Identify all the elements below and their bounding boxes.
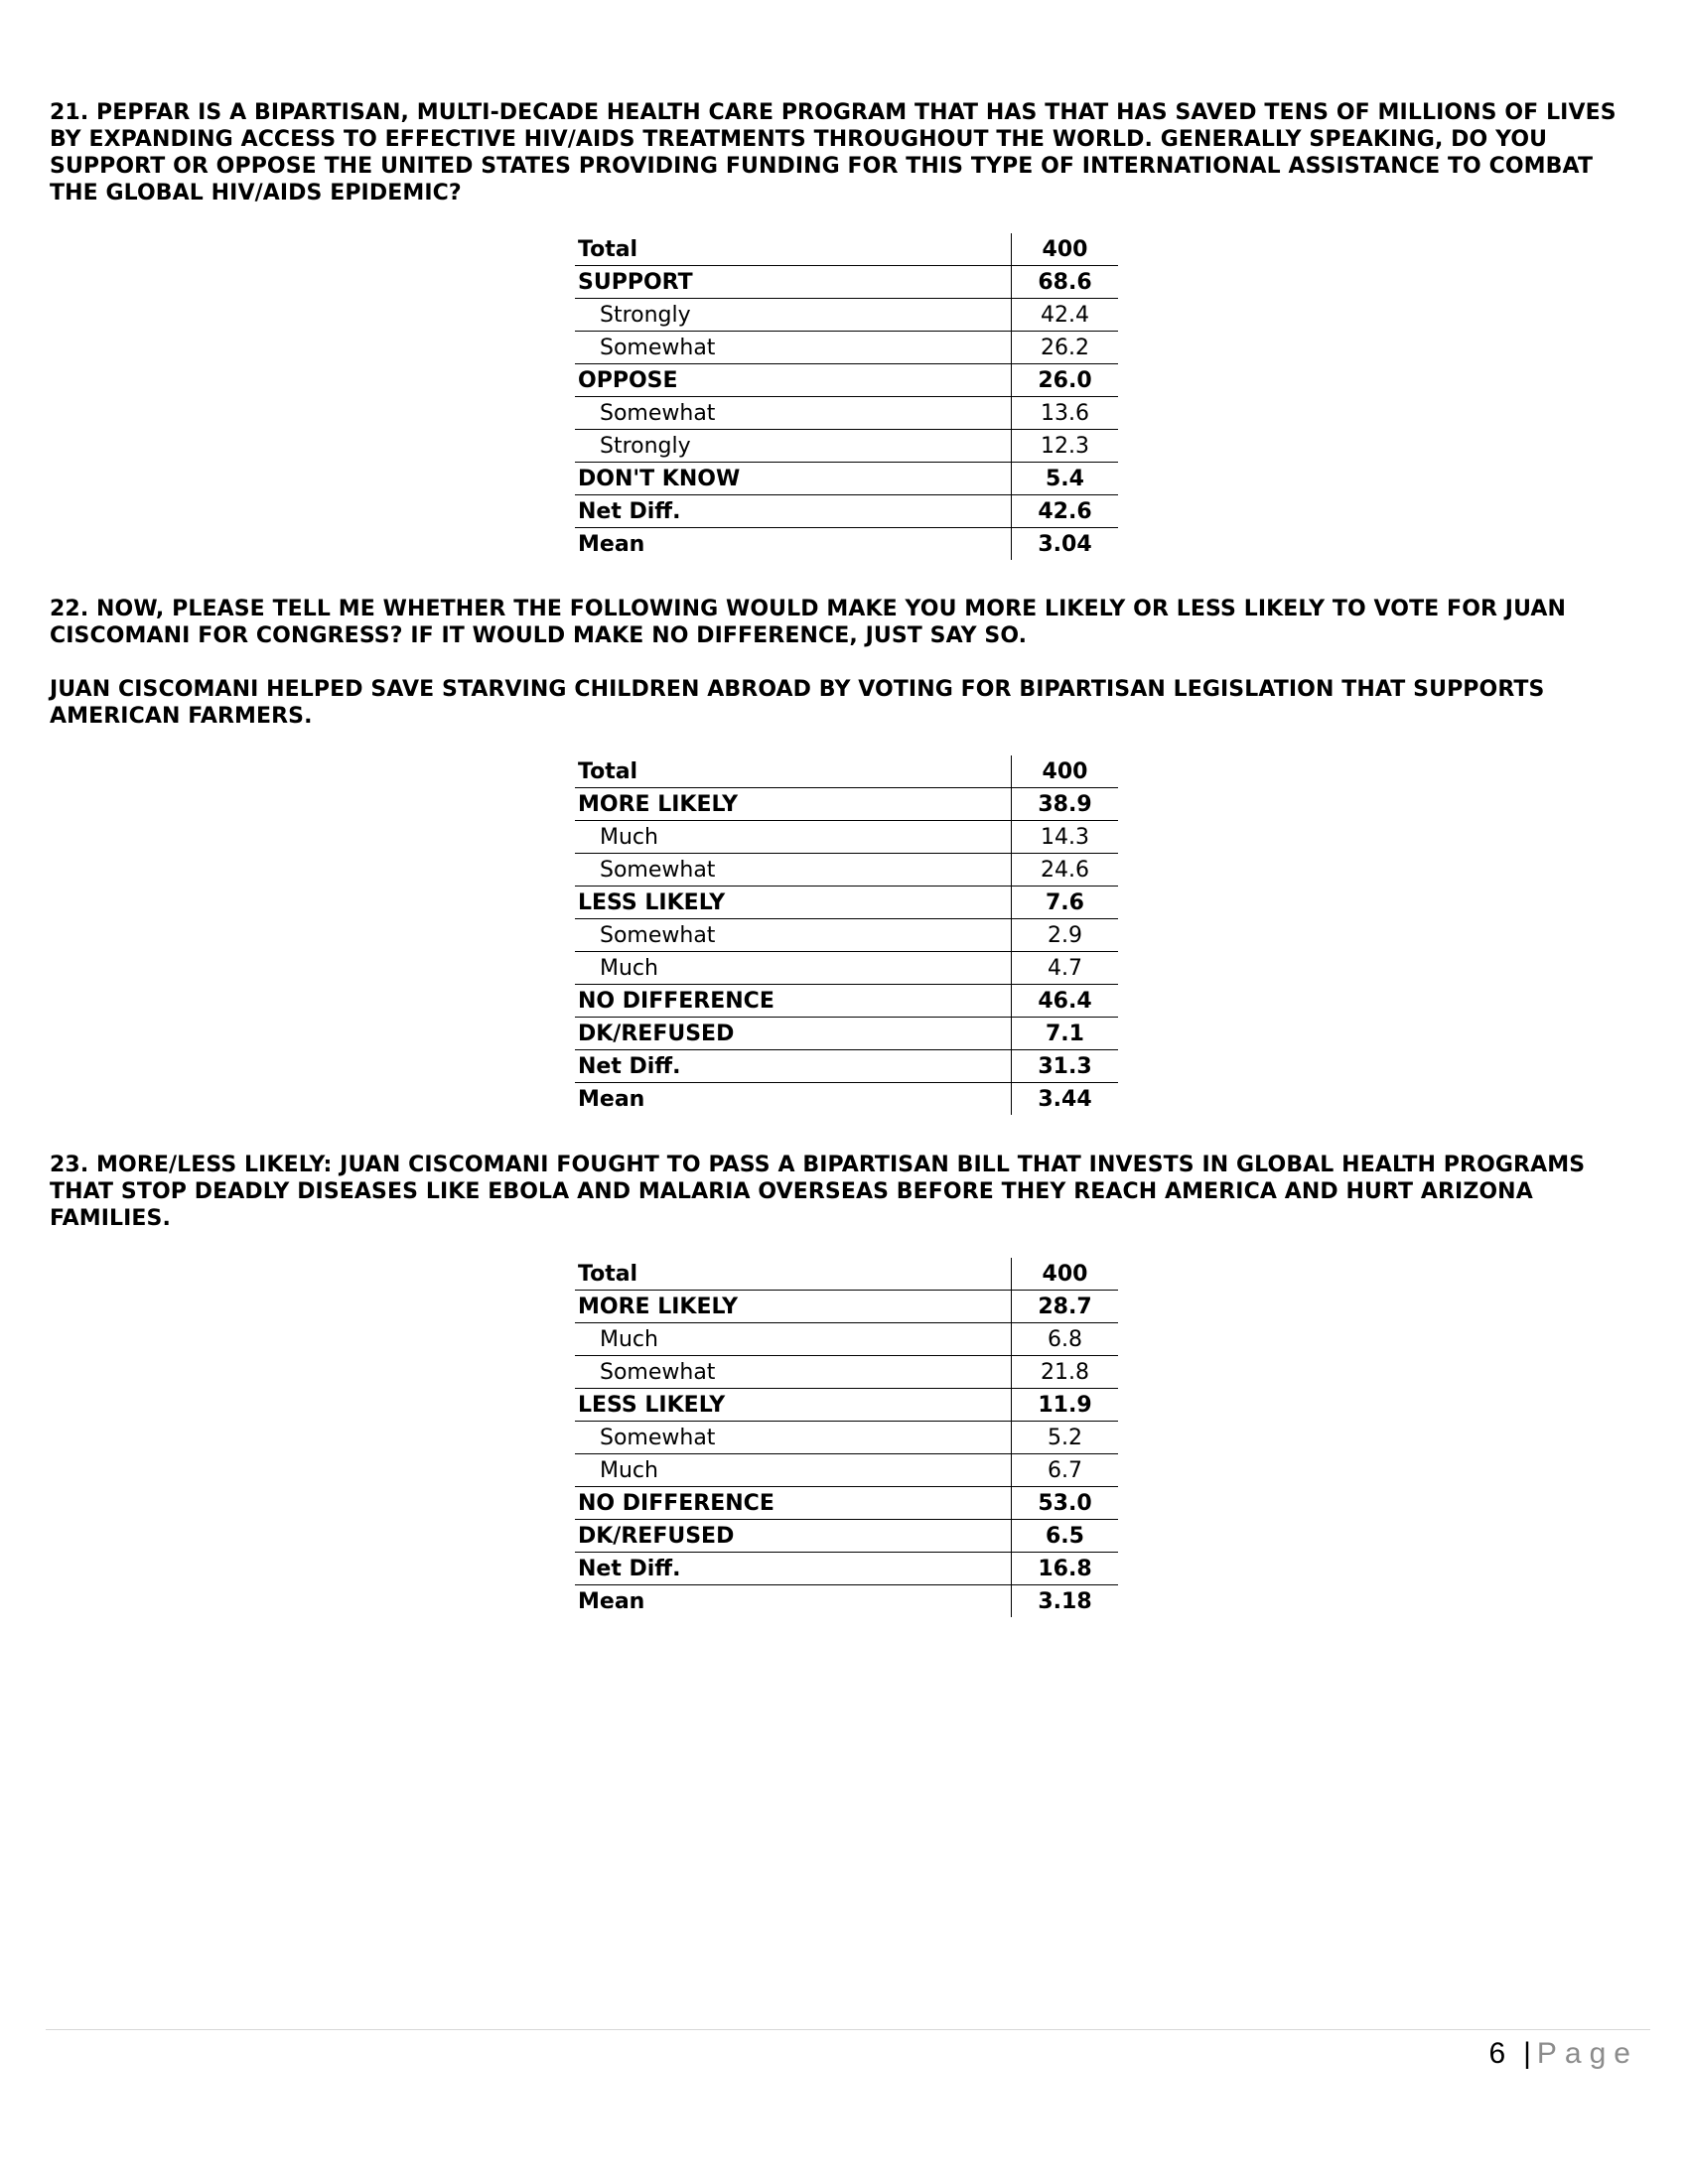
row-label: Somewhat — [575, 919, 1012, 952]
footer-divider — [46, 2029, 1650, 2030]
row-label: LESS LIKELY — [575, 1389, 1012, 1422]
page-separator: | — [1523, 2037, 1531, 2070]
table-row — [575, 985, 1118, 1018]
row-value: 6.7 — [1012, 1454, 1119, 1487]
row-label: Total — [575, 755, 1012, 788]
page-word: Page — [1536, 2037, 1638, 2070]
table-row — [575, 397, 1118, 430]
row-label: Net Diff. — [575, 1050, 1012, 1083]
table-row — [575, 1258, 1118, 1291]
table-row — [575, 1323, 1118, 1356]
row-label: DK/REFUSED — [575, 1018, 1012, 1050]
row-label: OPPOSE — [575, 364, 1012, 397]
table-row — [575, 1585, 1118, 1618]
table-row — [575, 266, 1118, 299]
row-value: 21.8 — [1012, 1356, 1119, 1389]
table-row — [575, 1553, 1118, 1585]
row-label: Much — [575, 1454, 1012, 1487]
row-value: 400 — [1012, 755, 1119, 788]
table-row — [575, 1520, 1118, 1553]
table-row — [575, 299, 1118, 332]
page-number: 6 — [1488, 2037, 1506, 2070]
row-label: Mean — [578, 1087, 645, 1112]
table-row — [575, 1389, 1118, 1422]
table-row — [575, 755, 1118, 788]
table-row — [575, 1018, 1118, 1050]
question-21-table — [575, 233, 1118, 560]
row-value: 13.6 — [1012, 397, 1119, 430]
row-value: 28.7 — [1012, 1291, 1119, 1323]
question-22-table — [575, 755, 1118, 1115]
row-label: LESS LIKELY — [575, 887, 1012, 919]
table-row — [575, 854, 1118, 887]
page-footer — [1488, 2037, 1638, 2071]
row-value: 68.6 — [1012, 266, 1119, 299]
row-label: Mean — [578, 532, 645, 557]
row-value: 31.3 — [1012, 1050, 1119, 1083]
row-label: Somewhat — [575, 397, 1012, 430]
row-value: 3.04 — [1012, 528, 1119, 561]
row-value: 12.3 — [1012, 430, 1119, 463]
table-row — [575, 919, 1118, 952]
row-value: 4.7 — [1012, 952, 1119, 985]
row-label: Net Diff. — [575, 1553, 1012, 1585]
row-value: 6.5 — [1012, 1520, 1119, 1553]
table-row — [575, 1454, 1118, 1487]
row-label: DON'T KNOW — [575, 463, 1012, 495]
question-22-statement: JUAN CISCOMANI HELPED SAVE STARVING CHILDREN ABROAD BY VOTING FOR BIPARTISAN LEGISLATION THAT SUPPORTS AMERICAN FARMERS. — [50, 677, 1545, 729]
row-value: 16.8 — [1012, 1553, 1119, 1585]
row-value: 3.18 — [1012, 1585, 1119, 1618]
row-label: SUPPORT — [575, 266, 1012, 299]
row-label: Somewhat — [575, 332, 1012, 364]
table-row — [575, 1050, 1118, 1083]
row-value: 26.0 — [1012, 364, 1119, 397]
table-row — [575, 495, 1118, 528]
row-value: 42.6 — [1012, 495, 1119, 528]
row-label: Much — [575, 821, 1012, 854]
row-label: Total — [575, 233, 1012, 266]
row-value: 11.9 — [1012, 1389, 1119, 1422]
row-value: 24.6 — [1012, 854, 1119, 887]
row-value: 5.2 — [1012, 1422, 1119, 1454]
row-value: 53.0 — [1012, 1487, 1119, 1520]
row-label: Somewhat — [575, 1356, 1012, 1389]
table-row — [575, 463, 1118, 495]
row-label: MORE LIKELY — [575, 1291, 1012, 1323]
row-value: 2.9 — [1012, 919, 1119, 952]
table-row — [575, 364, 1118, 397]
row-label: DK/REFUSED — [575, 1520, 1012, 1553]
table-row — [575, 952, 1118, 985]
table-row — [575, 1291, 1118, 1323]
table-row — [575, 332, 1118, 364]
row-label: Much — [575, 1323, 1012, 1356]
question-23-table — [575, 1258, 1118, 1617]
table-row — [575, 528, 1118, 561]
row-label: Strongly — [575, 299, 1012, 332]
row-label: NO DIFFERENCE — [575, 985, 1012, 1018]
table-row — [575, 1356, 1118, 1389]
table-row — [575, 788, 1118, 821]
question-21-text: 21. PEPFAR IS A BIPARTISAN, MULTI-DECADE HEALTH CARE PROGRAM THAT HAS THAT HAS SAVED TENS OF MILLIONS OF LIVES BY EXPANDING ACCESS TO EFFECTIVE HIV/AIDS TREATMENTS THROUGHOUT THE WORLD. GENERALLY SPEAKING, DO YOU SUPPORT OR OPPOSE THE UNITED STATES PROVIDING FUNDING FOR THIS TYPE OF INTERNATIONAL ASSISTANCE TO COMBAT THE GLOBAL HIV/AIDS EPIDEMIC? — [50, 100, 1617, 205]
row-value: 7.6 — [1012, 887, 1119, 919]
table-row — [575, 887, 1118, 919]
row-value: 42.4 — [1012, 299, 1119, 332]
row-value: 400 — [1012, 1258, 1119, 1291]
table-row — [575, 1422, 1118, 1454]
row-value: 14.3 — [1012, 821, 1119, 854]
table-row — [575, 821, 1118, 854]
row-label: Net Diff. — [575, 495, 1012, 528]
row-label: NO DIFFERENCE — [575, 1487, 1012, 1520]
row-label: Somewhat — [575, 854, 1012, 887]
row-value: 26.2 — [1012, 332, 1119, 364]
row-label: MORE LIKELY — [575, 788, 1012, 821]
table-row — [575, 233, 1118, 266]
row-label: Somewhat — [575, 1422, 1012, 1454]
question-23-text: 23. MORE/LESS LIKELY: JUAN CISCOMANI FOUGHT TO PASS A BIPARTISAN BILL THAT INVESTS IN GLOBAL HEALTH PROGRAMS THAT STOP DEADLY DISEASES LIKE EBOLA AND MALARIA OVERSEAS BEFORE THEY REACH AMERICA AND HURT ARIZONA FAMILIES. — [50, 1153, 1586, 1231]
row-value: 5.4 — [1012, 463, 1119, 495]
row-value: 3.44 — [1012, 1083, 1119, 1116]
row-value: 6.8 — [1012, 1323, 1119, 1356]
table-row — [575, 1487, 1118, 1520]
row-value: 38.9 — [1012, 788, 1119, 821]
row-value: 400 — [1012, 233, 1119, 266]
row-value: 46.4 — [1012, 985, 1119, 1018]
table-row — [575, 1083, 1118, 1116]
row-label: Total — [575, 1258, 1012, 1291]
row-label: Mean — [578, 1589, 645, 1614]
row-label: Strongly — [575, 430, 1012, 463]
question-22-text: 22. NOW, PLEASE TELL ME WHETHER THE FOLLOWING WOULD MAKE YOU MORE LIKELY OR LESS LIKELY TO VOTE FOR JUAN CISCOMANI FOR CONGRESS? IF IT WOULD MAKE NO DIFFERENCE, JUST SAY SO. — [50, 597, 1567, 648]
row-value: 7.1 — [1012, 1018, 1119, 1050]
table-row — [575, 430, 1118, 463]
row-label: Much — [575, 952, 1012, 985]
